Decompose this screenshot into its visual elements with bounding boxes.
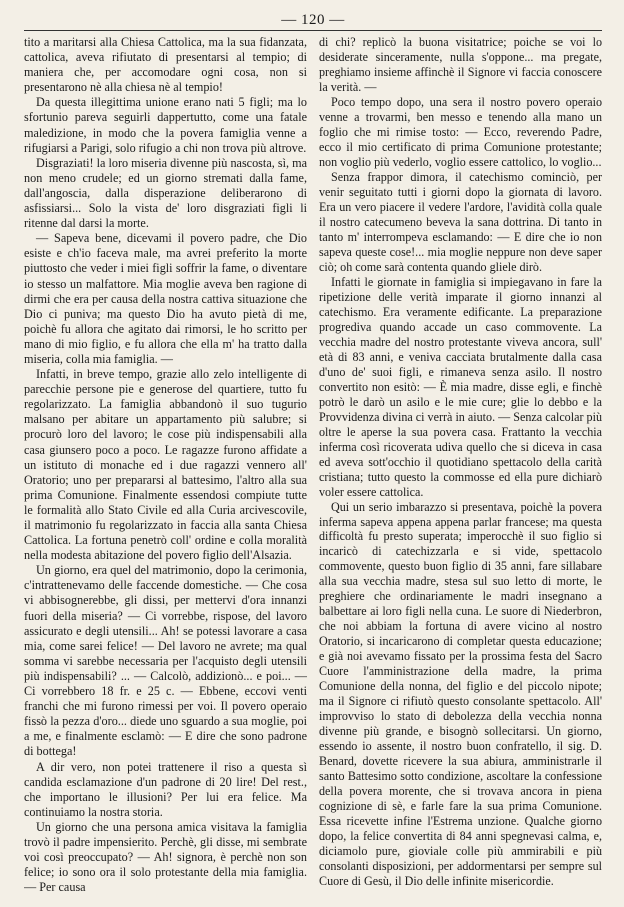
page-number: — 120 — [281, 12, 345, 28]
right-column [319, 35, 602, 895]
paragraph: Da questa illegittima unione erano nati 5 figli; ma lo sfortunio pareva seguirli dappertutto, come una fatale maledizione, in modo che la povera famiglia venne a rifugiarsi a Parigi, solo rifugio a chi non trova più altrove. [24, 95, 307, 155]
left-column [24, 35, 307, 895]
text-columns [24, 35, 602, 895]
paragraph: Disgraziati! la loro miseria divenne più nascosta, sì, ma non meno crudele; ed un giorno stremati dalla fame, dall'angoscia, dalla disperazione deliberarono di asfissiarsi... Solo la vista de' loro disgraziati figli li ritenne dal darsi la morte. [24, 155, 307, 231]
paragraph: Senza frappor dimora, il catechismo cominciò, per venir seguitato tutti i giorni dopo la giornata di lavoro. Era un vero piacere il vedere l'ardore, l'avidità colla quale il nostro catecumeno beveva la sana dottrina. Di tanto in tanto m' interrompeva esclamando: — E dire che io non sapeva queste cose!... mia moglie neppure non deve saper ciò; oh come sarà contenta quando gliele dirò. [319, 169, 602, 274]
paragraph: tito a maritarsi alla Chiesa Cattolica, ma la sua fidanzata, cattolica, aveva rifiutato di presentarsi al tempio; di maniera che, per accomodare ogni cosa, non si presentarono nè alla chiesa nè al tempio! [24, 35, 307, 95]
header-rule [24, 30, 602, 31]
paragraph: A dir vero, non potei trattenere il riso a questa sì candida esclamazione d'un padrone di 20 lire! Del rest., che importano le illusioni? Per lui era felice. Ma continuiamo la nostra storia. [24, 759, 307, 819]
paragraph: Qui un serio imbarazzo si presentava, poichè la povera inferma sapeva appena appena parlar francese; ma questa difficoltà fu presto superata; imperocchè il suo figlio si incaricò di catechizzarla e si vide, spettacolo commovente, questo buon figlio di 35 anni, fare sillabare alla sua vecchia madre, stesa sul suo letto di morte, le preghiere che ordinariamente le madri insegnano a balbettare ai loro figli nella cuna. Le suore di Niederbron, che noi abbiam la fortuna di avere vicino al nostro Oratorio, si incaricarono di completar questa educazione; e già noi avevamo fissato per la prossima festa del Sacro Cuore l'amministrazione della madre, la prima Comunione della nonna, del figlio e del piccolo nipote; ma il Signore ci rifiutò questo consolante spettacolo. All' improvviso lo stato di debolezza della vecchia nonna divenne più grande, e bisognò sollecitarsi. Un giorno, essendo io assente, il nostro buon confratello, il sig. D. Benard, dovette ricevere la sua abiura, amministrarle il santo Battesimo sotto condizione, ascoltare la confessione della povera morente, che si trovava ancora in piena cognizione di sè, e farle fare la sua prima Comunione. Essa ricevette infine l'Estrema unzione. Qualche giorno dopo, la felice convertita di 84 anni spegnevasi calma, e, diciamolo pure, gioviale colle più ammirabili e più consolanti disposizioni, per addormentarsi per sempre sul Cuore di Gesù, il Dio delle infinite misericordie. [319, 499, 602, 889]
paragraph: Un giorno che una persona amica visitava la famiglia trovò il padre impensierito. Perchè, gli disse, mi sembrate voi così preoccupato? — Ah! signora, è perchè non son felice; io sono ora il solo protestante della mia famiglia. — Per causa [24, 819, 307, 895]
paragraph: di chi? replicò la buona visitatrice; poiche se voi lo desiderate sinceramente, nulla s'oppone... ma pregate, preghiamo insieme affinchè il Signore vi faccia conoscere la verità. — [319, 35, 602, 94]
paragraph: Infatti, in breve tempo, grazie allo zelo intelligente di parecchie persone pie e generose del quartiere, tutto fu regolarizzato. La famiglia abbandonò il suo tugurio malsano per abitare un appartamento più salubre; si procurò loro del lavoro; le cose più indispensabili alla casa giunsero poco a poco. Le ragazze furono affidate a un istituto di monache ed i due ragazzi vennero all' Oratorio; uno per prepararsi al battesimo, l'altro alla sua prima Comunione. Finalmente essendosi compiute tutte le formalità allo Stato Civile ed alla Curia arcivescovile, il matrimonio fu regolarizzato in faccia alla santa Chiesa Cattolica. La fortuna penetrò coll' ordine e colla moralità nella modesta abitazione del povero figlio dell'Alsazia. [24, 367, 307, 563]
paragraph: Infatti le giornate in famiglia si impiegavano in fare la ripetizione delle verità imparate il giorno innanzi al catechismo. Era veramente edificante. La preparazione progrediva quando accade un caso commovente. La vecchia madre del nostro protestante viveva ancora, sull' età di 83 anni, e veniva cacciata brutalmente dalla casa d'uno de' suoi figli, e rimaneva senza asilo. Il nostro convertito non esitò: — È mia madre, disse egli, e finchè potrò le darò un asilo e le mie cure; glie lo debbo e la Provvidenza divina ci verrà in aiuto. — Senza calcolar più oltre le aperse la sua povera casa. Frattanto la vecchia inferma così ricoverata udiva quello che si diceva in casa ed aveva sott'occhio il quotidiano spettacolo della carità cristiana; tutto questo la commosse ed ella pure dichiarò voler essere cattolica. [319, 274, 602, 499]
paragraph: Un giorno, era quel del matrimonio, dopo la cerimonia, c'intrattenevamo delle faccende domestiche. — Che cosa vi abbisognerebbe, gli dissi, per mettervi d'ora innanzi fuori della miseria? — Ci vorrebbe, rispose, del lavoro assicurato e degli utensili... Ah! se potessi lavorare a casa mia, come sarei felice! — Del lavoro ne avrete; ma qual somma vi sarebbe necessaria per l'acquisto degli utensili più indispensabili? ... — Calcolò, addizionò... e poi... — Ci vorrebbero 18 fr. e 25 c. — Ebbene, eccovi venti franchi che mi furono rimessi per voi. Il povero operaio fissò la pezza d'oro... diede uno sguardo a sua moglie, poi a me, e finalmente esclamò: — E dire che sono padrone di bottega! [24, 563, 307, 759]
paragraph: Poco tempo dopo, una sera il nostro povero operaio venne a trovarmi, ben messo e tenendo alla mano un foglio che mi rimise tosto: — Ecco, reverendo Padre, ecco il mio certificato di prima Comunione protestante; non voglio più vederlo, voglio essere cattolico, lo voglio... [319, 94, 602, 169]
paragraph: — Sapeva bene, dicevami il povero padre, che Dio esiste e ch'io faceva male, ma avrei preferito la morte piuttosto che veder i miei figli soffrir la fame, o diventare io stesso un malfattore. Mia moglie aveva ben ragione di dirmi che era per causa della nostra cattiva situazione che Dio ci puniva; ma questo Dio ha avuto pietà di me, poichè fu allora che agitato dai rimorsi, le ho scritto per mano di mio figlio, e fu allora che ella m' ha tratto dalla miseria, colla mia famiglia. — [24, 231, 307, 366]
